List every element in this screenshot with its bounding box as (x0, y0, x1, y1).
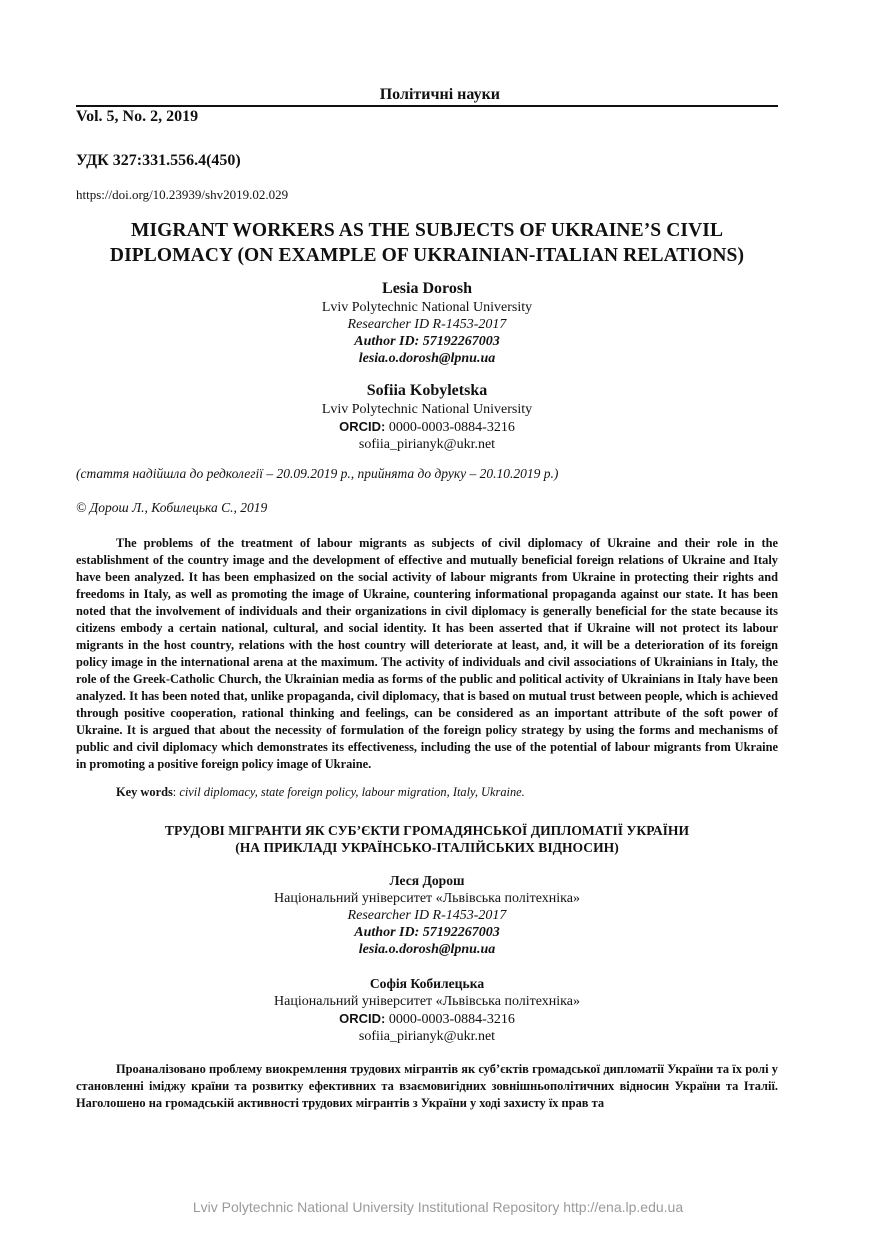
author-name: Леся Дорош (389, 873, 465, 888)
keywords-sep: : (172, 785, 180, 799)
author-email[interactable]: sofiia_pirianyk@ukr.net (358, 437, 496, 452)
journal-page (76, 0, 778, 1240)
author-affiliation: Lviv Polytechnic National University (321, 402, 533, 417)
author-block-dorosh-en (76, 279, 778, 367)
author-block-kobyletska-en (76, 381, 778, 453)
submission-dates: (стаття надійшла до редколегії – 20.09.2019 р., прийнята до друку – 20.10.2019 р.) (76, 466, 559, 481)
author-block-dorosh-uk (76, 871, 778, 958)
doi-link[interactable]: https://doi.org/10.23939/shv2019.02.029 (76, 187, 289, 202)
author-affiliation: Lviv Polytechnic National University (321, 300, 533, 315)
volume-info: Vol. 5, No. 2, 2019 (76, 108, 199, 125)
author-name: Lesia Dorosh (382, 280, 472, 297)
orcid-value[interactable]: 0000-0003-0884-3216 (385, 420, 515, 435)
abstract-en: The problems of the treatment of labour migrants as subjects of civil diplomacy of Ukraine and their role in the establishment of the country image and the development of effective and mutually beneficial foreign relations of Ukraine and Italy have been analyzed. It has been emphasized on the social activity of labour migrants from Ukraine in protecting their rights and freedoms in Italy, as well as promoting the image of Ukraine, countering informational propaganda against our state. It has been noted that the involvement of individuals and their organizations in civil diplomacy is generally beneficial for the state because its citizens embody a certain national, cultural, and social identity. It has been asserted that if Ukraine will not protect its labour migrants in the host country, relations with the host country will deteriorate at least, and, it will be a deterioration of its foreign policy image in the international arena at the maximum. The activity of individuals and civil associations of Ukrainians in Italy, the role of the Greek-Catholic Church, the Ukrainian media as forms of the public and political activity of Ukrainians in Italy have been analyzed. It has been noted that, unlike propaganda, civil diplomacy, that is based on mutual trust between people, which is achieved through positive cooperation, rational thinking and feelings, can be considered as an important attribute of the soft power of Ukraine. It is argued that about the necessity of formulation of the foreign policy strategy by using the forms and mechanisms of public and civil diplomacy which demonstrates its effectiveness, including the use of the potential of labour migrants from Ukraine in promoting a positive foreign policy image of Ukraine. (76, 536, 778, 771)
running-head: Політичні науки (379, 86, 500, 103)
orcid-label: ORCID: (339, 419, 386, 434)
author-affiliation: Національний університет «Львівська політехніка» (274, 994, 580, 1009)
article-title-en (76, 218, 778, 268)
article-title-uk (76, 822, 778, 856)
title-uk-line-2: (НА ПРИКЛАДІ УКРАЇНСЬКО-ІТАЛІЙСЬКИХ ВІДНОСИН) (235, 840, 619, 855)
author-email[interactable]: lesia.o.dorosh@lpnu.ua (358, 351, 496, 366)
keywords-label: Key words (116, 785, 173, 799)
author-id: Author ID: 57192267003 (354, 925, 500, 940)
keywords-text: civil diplomacy, state foreign policy, labour migration, Italy, Ukraine. (179, 785, 525, 799)
author-name: Sofiia Kobyletska (366, 382, 488, 399)
researcher-id: Researcher ID R-1453-2017 (347, 908, 507, 923)
orcid-value[interactable]: 0000-0003-0884-3216 (385, 1012, 515, 1027)
orcid-label: ORCID: (339, 1011, 386, 1026)
author-block-kobyletska-uk (76, 974, 778, 1045)
researcher-id: Researcher ID R-1453-2017 (347, 317, 507, 332)
author-email[interactable]: lesia.o.dorosh@lpnu.ua (358, 942, 496, 957)
header-rule (76, 105, 778, 107)
title-uk-line-1: ТРУДОВІ МІГРАНТИ ЯК СУБ’ЄКТИ ГРОМАДЯНСЬКОЇ ДИПЛОМАТІЇ УКРАЇНИ (164, 823, 690, 838)
orcid-line (76, 418, 778, 436)
author-email[interactable]: sofiia_pirianyk@ukr.net (358, 1029, 496, 1044)
title-en-line-2: DIPLOMACY (ON EXAMPLE OF UKRAINIAN-ITALIAN RELATIONS) (109, 245, 745, 266)
orcid-line (76, 1010, 778, 1028)
author-id: Author ID: 57192267003 (354, 334, 500, 349)
author-name: Софія Кобилецька (369, 976, 485, 991)
repository-footer: Lviv Polytechnic National University Institutional Repository http://ena.lp.edu.ua (192, 1199, 684, 1215)
abstract-uk: Проаналізовано проблему виокремлення трудових мігрантів як суб’єктів громадської дипломатії України та їх ролі у становленні іміджу країни та розвитку ефективних та взаємовигідних зовнішньополітичних відносин України та Італії. Наголошено на громадській активності трудових мігрантів з України у ході захисту їх прав та (76, 1062, 778, 1110)
title-en-line-1: MIGRANT WORKERS AS THE SUBJECTS OF UKRAINE’S CIVIL (130, 220, 724, 241)
copyright: © Дорош Л., Кобилецька С., 2019 (76, 500, 268, 515)
udk-code: УДК 327:331.556.4(450) (76, 152, 241, 169)
keywords (116, 785, 525, 800)
author-affiliation: Національний університет «Львівська політехніка» (274, 891, 580, 906)
